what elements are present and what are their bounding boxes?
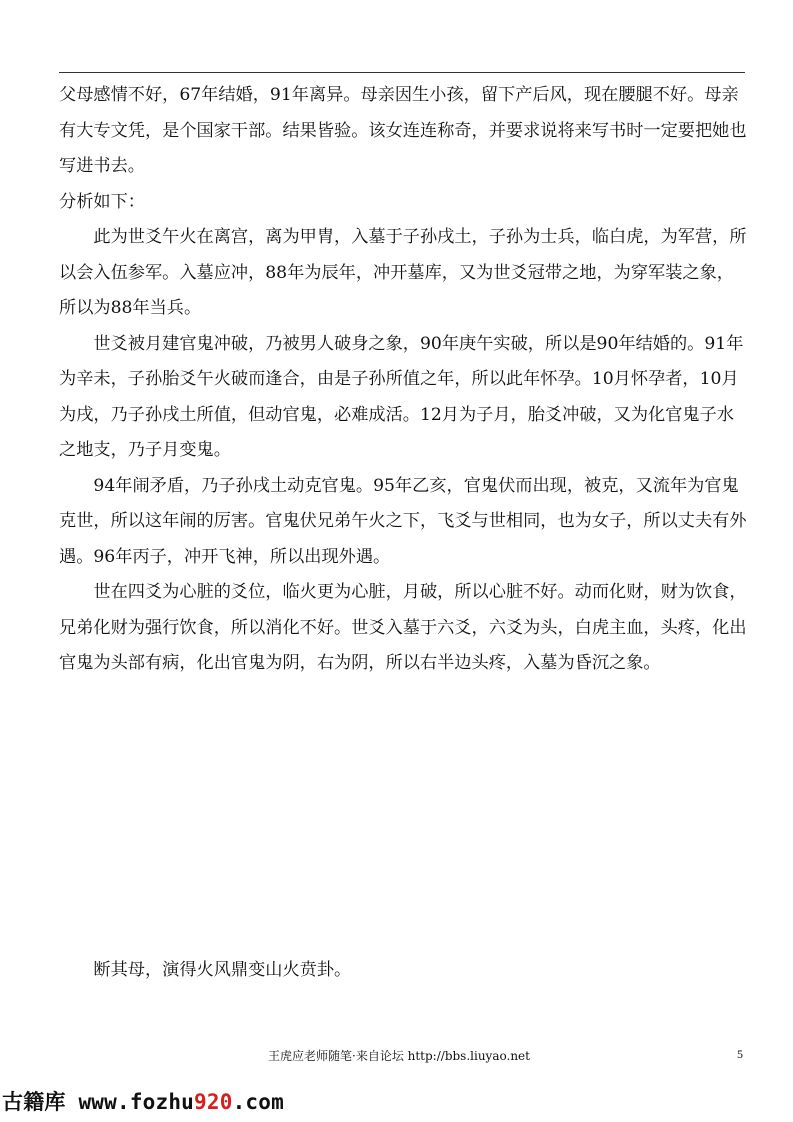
paragraph-military: 此为世爻午火在离宫，离为甲胄，入墓于子孙戌土，子孙为士兵，临白虎，为军营，所以会入伍参军。入墓应冲，88年为辰年，冲开墓库，又为世爻冠带之地，为穿军装之象，所以为88年当兵。	[59, 227, 747, 318]
document-body	[59, 78, 749, 980]
footer-credit: 王虎应老师随笔·来自论坛 http://bbs.liuyao.net	[268, 1049, 530, 1063]
site-watermark	[2, 1086, 284, 1116]
paragraph-health: 世在四爻为心脏的爻位，临火更为心脏，月破，所以心脏不好。动而化财，财为饮食，兄弟化财为强行饮食，所以消化不好。世爻入墓于六爻，六爻为头，白虎主血，头疼，化出官鬼为头部有病，化出官鬼为阴，右为阴，所以右半边头疼，入墓为昏沉之象。	[59, 582, 747, 673]
analysis-heading: 分析如下：	[59, 191, 145, 212]
watermark-suffix: .com	[232, 1090, 284, 1114]
watermark-number: 920	[194, 1090, 233, 1114]
paragraph-parents: 父母感情不好，67年结婚，91年离异。母亲因生小孩，留下产后风，现在腰腿不好。母亲有大专文凭，是个国家干部。结果皆验。该女连连称奇，并要求说将来写书时一定要把她也写进书去。	[59, 85, 747, 176]
page-number: 5	[737, 1047, 743, 1061]
header-rule	[59, 72, 745, 73]
page-footer	[0, 1047, 793, 1067]
paragraph-mother: 断其母，演得火风鼎变山火贲卦。	[93, 960, 352, 980]
watermark-prefix: 古籍库 www.fozhu	[2, 1090, 195, 1114]
paragraph-conflict: 94年闹矛盾，乃子孙戌土动克官鬼。95年乙亥，官鬼伏而出现，被克，又流年为官鬼克世，所以这年闹的厉害。官鬼伏兄弟午火之下，飞爻与世相同，也为女子，所以丈夫有外遇。96年丙子，冲开飞神，所以出现外遇。	[59, 475, 747, 567]
paragraph-marriage: 世爻被月建官鬼冲破，乃被男人破身之象，90年庚午实破，所以是90年结婚的。91年为辛未，子孙胎爻午火破而逢合，由是子孙所值之年，所以此年怀孕。10月怀孕者，10月为戌，乃子孙戌土所值，但动官鬼，必难成活。12月为子月，胎爻冲破，又为化官鬼子水之地支，乃子月变鬼。	[59, 333, 744, 460]
